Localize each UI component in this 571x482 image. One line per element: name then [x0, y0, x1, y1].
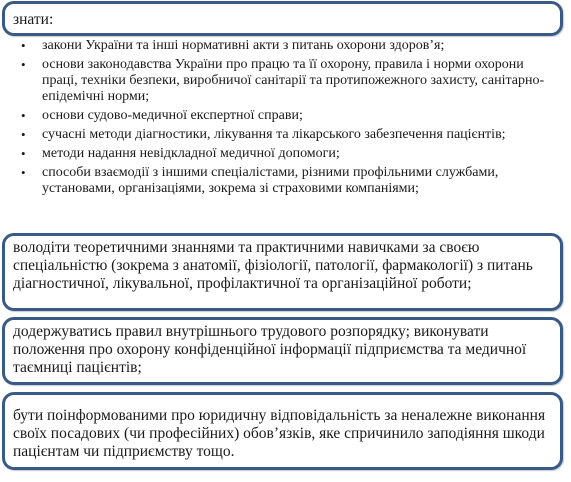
rules-box	[2, 317, 563, 385]
bullet-icon: •	[21, 108, 26, 123]
list-item	[0, 38, 571, 54]
list-item-text: закони України та інші нормативні акти з питань охорони здоров’я;	[42, 38, 445, 53]
list-item-text: методи надання невідкладної медичної допомоги;	[42, 146, 340, 161]
skills-box	[2, 233, 563, 311]
bullet-icon: •	[21, 146, 26, 161]
list-item	[0, 57, 571, 105]
list-item	[0, 146, 571, 162]
bullet-icon: •	[21, 165, 26, 180]
bullet-icon: •	[21, 57, 26, 72]
list-item-text: основи судово-медичної експертної справи;	[42, 108, 303, 123]
knowledge-header-text: знати:	[13, 11, 54, 28]
bullet-icon: •	[21, 38, 26, 53]
list-item-text: сучасні методи діагностики, лікування та лікарського забезпечення пацієнтів;	[42, 127, 506, 142]
list-item	[0, 165, 571, 197]
knowledge-header-box	[2, 1, 563, 36]
rules-text: додержуватись правил внутрішнього трудового розпорядку; виконувати положення про охорону конфіденційної інформації підприємства та медичної таємниці пацієнтів;	[13, 323, 527, 376]
list-item-text: способи взаємодії з іншими спеціалістами, різними профільними службами, установами, організаціями, зокрема зі страховими компаніями;	[42, 165, 499, 196]
list-item	[0, 108, 571, 124]
responsibility-box	[2, 392, 563, 470]
list-item-text: основи законодавства України про працю та її охорону, правила і норми охорони праці, техніки безпеки, виробничої санітарії та протипожежного захисту, санітарно-епідемічні норми;	[42, 57, 545, 104]
responsibility-text: бути поінформованими про юридичну відповідальність за неналежне виконання своїх посадових (чи професійних) обов’язків, яке спричинило заподіяння шкоди пацієнтам чи підприємству тощо.	[13, 407, 546, 460]
skills-text: володіти теоретичними знаннями та практичними навичками за своєю спеціальністю (зокрема з анатомії, фізіології, патології, фармакології) з питань діагностичної, лікувальної, профілактичної та організаційної роботи;	[13, 239, 533, 292]
list-item	[0, 127, 571, 143]
knowledge-list	[0, 38, 571, 200]
bullet-icon: •	[21, 127, 26, 142]
